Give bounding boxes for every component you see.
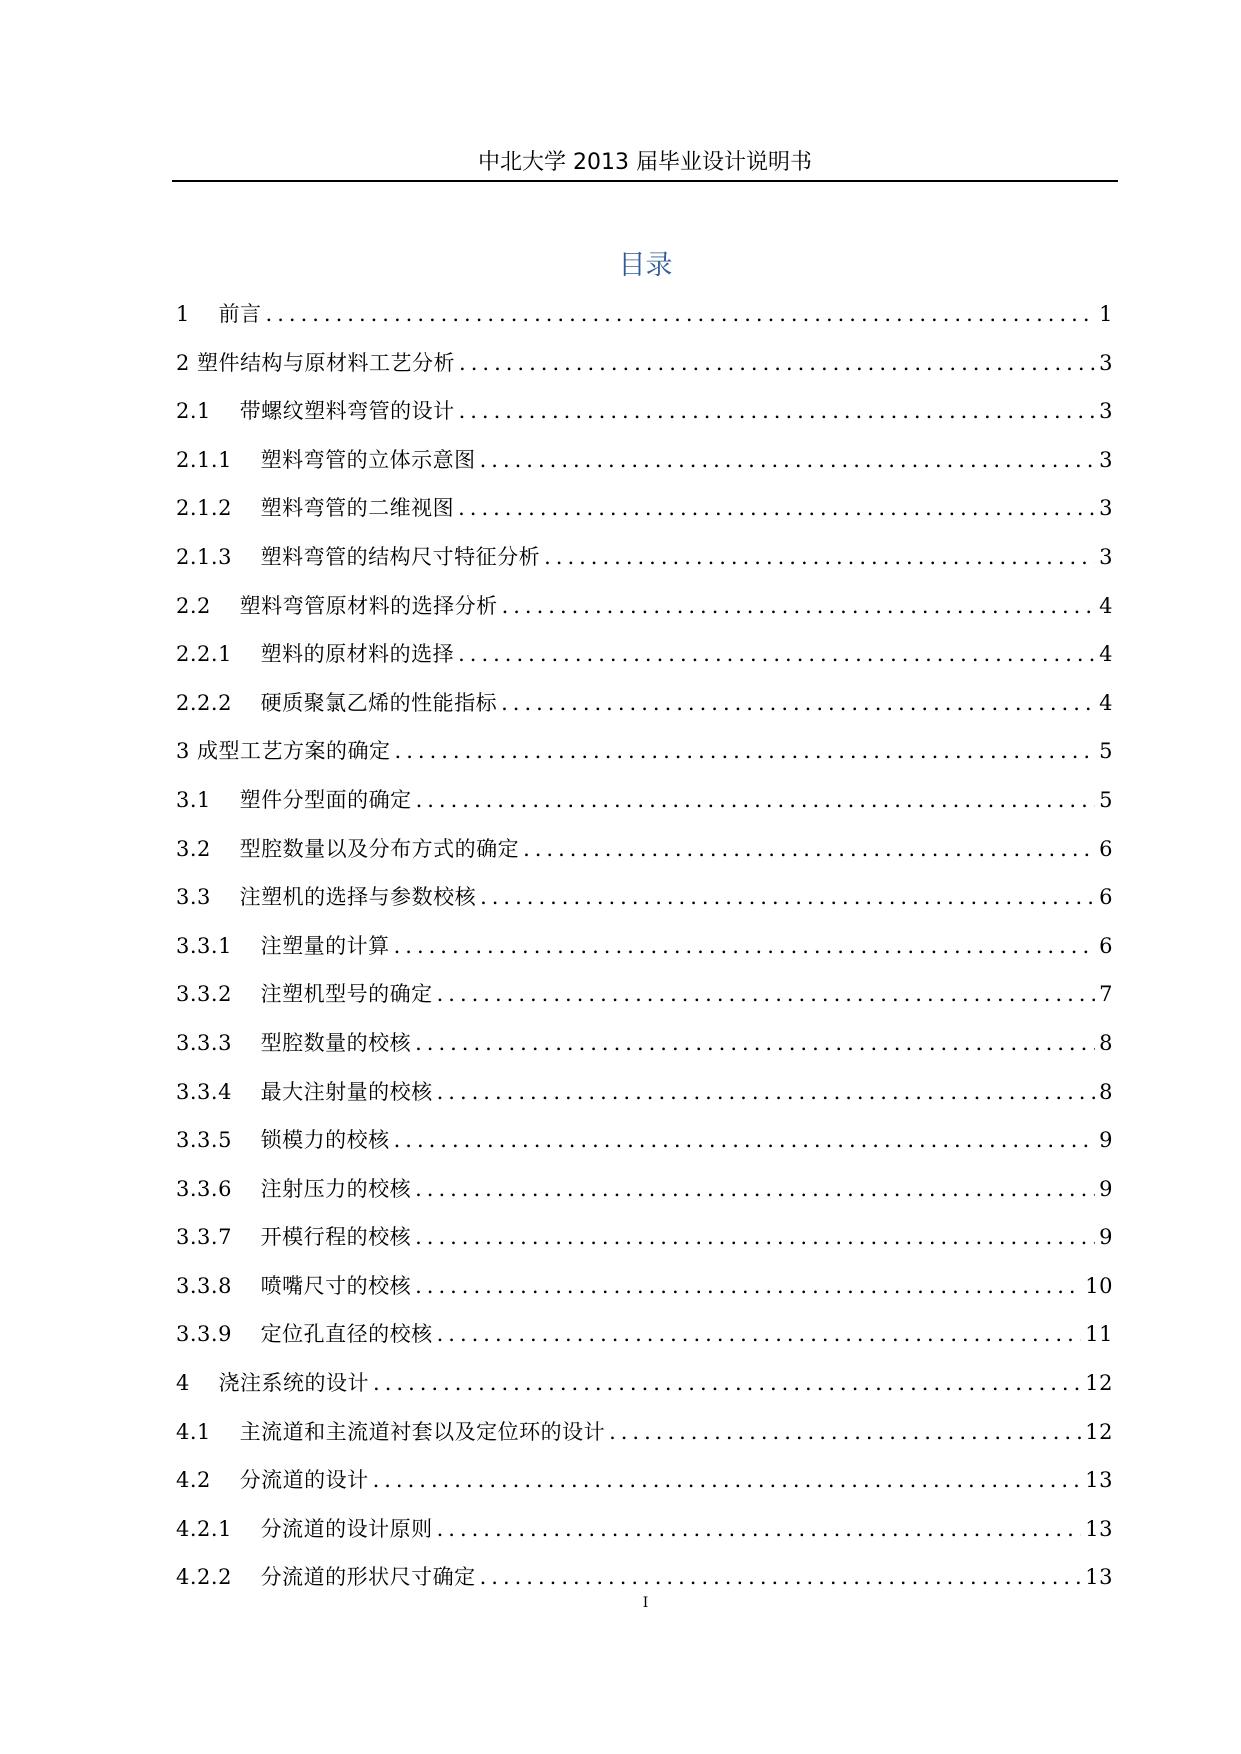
toc-entry-page-number: 3 [1099,350,1113,375]
toc-entry-title: 2.2 塑料弯管原材料的选择分析 [176,593,498,618]
toc-entry-page-number: 4 [1099,593,1113,618]
toc-entry-page-number: 11 [1085,1322,1113,1347]
toc-entry-title: 3.3.4 最大注射量的校核 [176,1079,433,1104]
toc-dot-leader [459,343,1095,383]
toc-entry-title: 3 成型工艺方案的确定 [176,739,391,764]
toc-entry[interactable] [176,877,1113,926]
toc-dot-leader [415,1023,1095,1063]
toc-entry[interactable] [176,1169,1113,1218]
toc-entry[interactable] [176,926,1113,975]
toc-entry-title: 2.2.1 塑料的原材料的选择 [176,642,455,667]
toc-entry-title: 3.3.7 开模行程的校核 [176,1225,412,1250]
toc-entry-title: 4.2.1 分流道的设计原则 [176,1516,433,1541]
toc-dot-leader [394,926,1096,966]
toc-entry-page-number: 1 [1099,302,1113,326]
toc-entry-title: 3.3.3 型腔数量的校核 [176,1030,412,1055]
toc-entry-page-number: 4 [1099,642,1113,667]
toc-entry-page-number: 5 [1099,739,1113,764]
toc-dot-leader [480,877,1095,917]
toc-entry-page-number: 10 [1085,1273,1113,1298]
toc-entry[interactable] [176,634,1113,683]
toc-entry-page-number: 3 [1099,544,1113,569]
toc-entry[interactable] [176,391,1113,440]
toc-dot-leader [415,1266,1081,1306]
toc-entry[interactable] [176,294,1113,343]
toc-dot-leader [266,294,1096,334]
toc-entry-page-number: 7 [1099,982,1113,1007]
toc-entry[interactable] [176,1023,1113,1072]
toc-entry-page-number: 3 [1099,447,1113,472]
toc-dot-leader [437,974,1096,1014]
page-header [172,146,1118,182]
toc-entry-title: 3.2 型腔数量以及分布方式的确定 [176,836,520,861]
toc-entry-title: 4.2 分流道的设计 [176,1468,369,1493]
toc-entry-title: 3.3.6 注射压力的校核 [176,1176,412,1201]
toc-dot-leader [395,731,1096,771]
toc-entry[interactable] [176,1314,1113,1363]
toc-dot-leader [458,488,1095,528]
toc-entry-title: 4.1 主流道和主流道衬套以及定位环的设计 [176,1419,606,1444]
toc-entry-page-number: 3 [1099,399,1113,424]
toc-entry-page-number: 5 [1099,787,1113,812]
toc-entry-page-number: 12 [1085,1419,1113,1444]
toc-dot-leader [501,683,1095,723]
toc-dot-leader [502,586,1096,626]
header-title: 中北大学 2013 届毕业设计说明书 [478,150,812,175]
toc-dot-leader [373,1460,1082,1500]
toc-entry-title: 3.3 注塑机的选择与参数校核 [176,885,477,910]
toc-entry-title: 2 塑件结构与原材料工艺分析 [176,350,456,375]
toc-entry[interactable] [176,343,1113,392]
toc-entry-page-number: 12 [1085,1371,1113,1396]
toc-dot-leader [437,1072,1096,1112]
toc-dot-leader [437,1509,1082,1549]
toc-dot-leader [437,1314,1082,1354]
toc-dot-leader [415,1217,1095,1257]
toc-entry-title: 2.1 带螺纹塑料弯管的设计 [176,399,455,424]
toc-entry-title: 3.3.1 注塑量的计算 [176,933,390,958]
toc-entry-page-number: 8 [1099,1079,1113,1104]
toc-entry[interactable] [176,1363,1113,1412]
toc-dot-leader [523,829,1095,869]
toc-entry-title: 3.1 塑件分型面的确定 [176,787,412,812]
toc-entry-title: 2.1.3 塑料弯管的结构尺寸特征分析 [176,544,541,569]
toc-entry[interactable] [176,488,1113,537]
toc-entry-page-number: 8 [1099,1030,1113,1055]
toc-entry-page-number: 9 [1099,1128,1113,1153]
toc-entry-title: 3.3.9 定位孔直径的校核 [176,1322,433,1347]
toc-entry[interactable] [176,1217,1113,1266]
toc-entry-page-number: 13 [1085,1516,1113,1541]
toc-entry-page-number: 13 [1085,1468,1113,1493]
toc-entry[interactable] [176,1412,1113,1461]
toc-entry[interactable] [176,440,1113,489]
toc-entry-page-number: 6 [1099,836,1113,861]
toc-entry-title: 3.3.2 注塑机型号的确定 [176,982,433,1007]
toc-entry[interactable] [176,1509,1113,1558]
toc-entry[interactable] [176,586,1113,635]
toc-dot-leader [394,1120,1096,1160]
toc-entry-page-number: 6 [1099,933,1113,958]
toc-entry-page-number: 13 [1085,1565,1113,1590]
toc-entry-page-number: 3 [1099,496,1113,521]
toc-entry[interactable] [176,1266,1113,1315]
toc-entry-title: 3.3.8 喷嘴尺寸的校核 [176,1273,412,1298]
toc-dot-leader [480,440,1096,480]
toc-entry-page-number: 9 [1099,1176,1113,1201]
toc-entry-title: 4.2.2 分流道的形状尺寸确定 [176,1565,476,1590]
toc-entry-title: 3.3.5 锁模力的校核 [176,1128,390,1153]
toc-entry-title: 2.1.1 塑料弯管的立体示意图 [176,447,476,472]
toc-entry[interactable] [176,1072,1113,1121]
toc-entry-page-number: 4 [1099,690,1113,715]
toc-dot-leader [609,1412,1081,1452]
toc-dot-leader [480,1557,1082,1597]
toc-entry[interactable] [176,683,1113,732]
toc-entry[interactable] [176,829,1113,878]
toc-entry-page-number: 9 [1099,1225,1113,1250]
toc-entry-title: 4 浇注系统的设计 [176,1371,370,1396]
toc-entry[interactable] [176,1460,1113,1509]
toc-entry-title: 2.2.2 硬质聚氯乙烯的性能指标 [176,690,498,715]
toc-entry[interactable] [176,780,1113,829]
toc-entry-title: 2.1.2 塑料弯管的二维视图 [176,496,455,521]
toc-title: 目录 [618,250,673,281]
toc-entry[interactable] [176,974,1113,1023]
table-of-contents [176,294,1113,1606]
toc-dot-leader [415,1169,1095,1209]
page-number: I [642,1595,649,1611]
toc-dot-leader [544,537,1095,577]
toc-dot-leader [459,391,1096,431]
toc-dot-leader [373,1363,1081,1403]
toc-dot-leader [458,634,1095,674]
toc-dot-leader [416,780,1096,820]
toc-entry-title: 1 前言 [176,302,262,326]
toc-entry[interactable] [176,731,1113,780]
toc-entry[interactable] [176,1120,1113,1169]
toc-entry[interactable] [176,537,1113,586]
toc-entry-page-number: 6 [1099,885,1113,910]
